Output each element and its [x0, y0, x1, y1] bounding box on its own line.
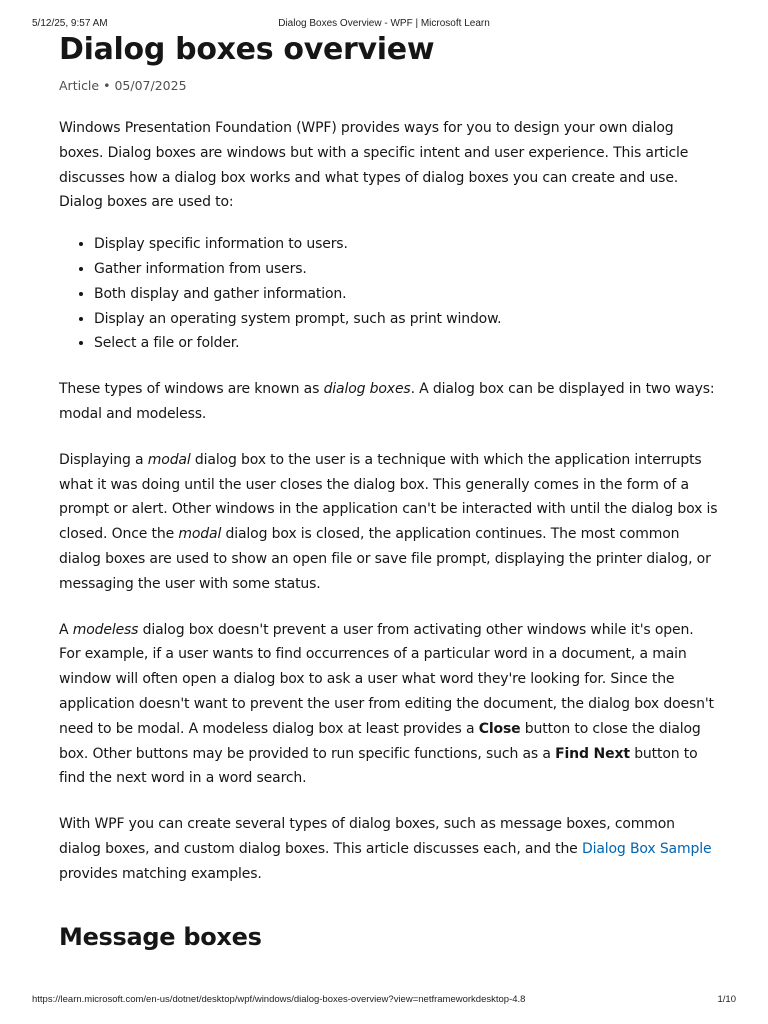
bold-text: Close [478, 720, 521, 737]
message-boxes-heading: Message boxes [59, 922, 262, 951]
text-run: dialog box to the user is a technique with which the application interrupts what it was doing until the user closes the dialog box. This generally comes in the form of a prompt or alert. Other windows in the application can't be interacted with until the dialog box is closed. Once the [59, 451, 718, 543]
print-footer [32, 994, 736, 1008]
modeless-paragraph [59, 618, 719, 792]
print-page-number: 1/10 [717, 994, 736, 1005]
print-datetime: 5/12/25, 9:57 AM [32, 18, 108, 29]
text-run: . A dialog box can be displayed in two ways: modal and modeless. [59, 381, 715, 422]
list-item: • Select a file or folder. [94, 331, 719, 356]
uses-list [59, 232, 719, 356]
text-run: dialog box is closed, the application continues. The most common dialog boxes are used to show an open file or save file prompt, displaying the printer dialog, or messaging the user with some status. [59, 526, 711, 592]
text-run: A [59, 621, 73, 638]
page-title: Dialog boxes overview [59, 32, 435, 67]
emphasis-text: modeless [72, 621, 139, 638]
print-page-title: Dialog Boxes Overview - WPF | Microsoft Learn [278, 18, 490, 29]
print-url: https://learn.microsoft.com/en-us/dotnet/desktop/wpf/windows/dialog-boxes-overview?view=netframeworkdesktop-4.8 [32, 994, 526, 1005]
text-run: button to close the dialog box. Other buttons may be provided to run specific functions, such as a [59, 720, 701, 762]
text-run: These types of windows are known as [59, 381, 324, 398]
list-item: • Gather information from users. [94, 257, 719, 282]
list-item: • Display an operating system prompt, such as print window. [94, 307, 719, 332]
bold-text: Find Next [555, 745, 630, 762]
intro-paragraph: Windows Presentation Foundation (WPF) provides ways for you to design your own dialog boxes. Dialog boxes are windows but with a specific intent and user experience. This article discusses how a dialog box works and what types of dialog boxes you can create and use. Dialog boxes are used to: [59, 120, 689, 211]
article-meta [59, 78, 719, 94]
article-type: Article [59, 78, 100, 93]
article-date: 05/07/2025 [114, 78, 187, 93]
text-run: provides matching examples. [59, 865, 262, 882]
emphasis-text: dialog boxes [323, 381, 411, 398]
text-run: button to find the next word in a word search. [59, 745, 698, 787]
text-run: dialog box doesn't prevent a user from activating other windows while it's open. For example, if a user wants to find occurrences of a particular word in a document, a main window will often open a dialog box to ask a user what word they're looking for. Since the application doesn't want to prevent the user from editing the document, the dialog box doesn't need to be modal. A modeless dialog box at least provides a [59, 621, 714, 737]
list-item: • Both display and gather information. [94, 282, 719, 307]
modal-paragraph [59, 448, 719, 597]
article-content [59, 30, 719, 953]
text-run: With WPF you can create several types of dialog boxes, such as message boxes, common dialog boxes, and custom dialog boxes. This article discusses each, and the [59, 816, 675, 857]
meta-separator: • [103, 78, 111, 93]
emphasis-text: modal [147, 451, 191, 468]
wpf-dialog-types-paragraph [59, 812, 719, 886]
emphasis-text: modal [178, 526, 222, 543]
dialog-box-sample-link[interactable]: Dialog Box Sample [581, 840, 712, 857]
dialog-types-paragraph [59, 377, 719, 427]
text-run: Displaying a [59, 451, 148, 468]
list-item: • Display specific information to users. [94, 232, 719, 257]
